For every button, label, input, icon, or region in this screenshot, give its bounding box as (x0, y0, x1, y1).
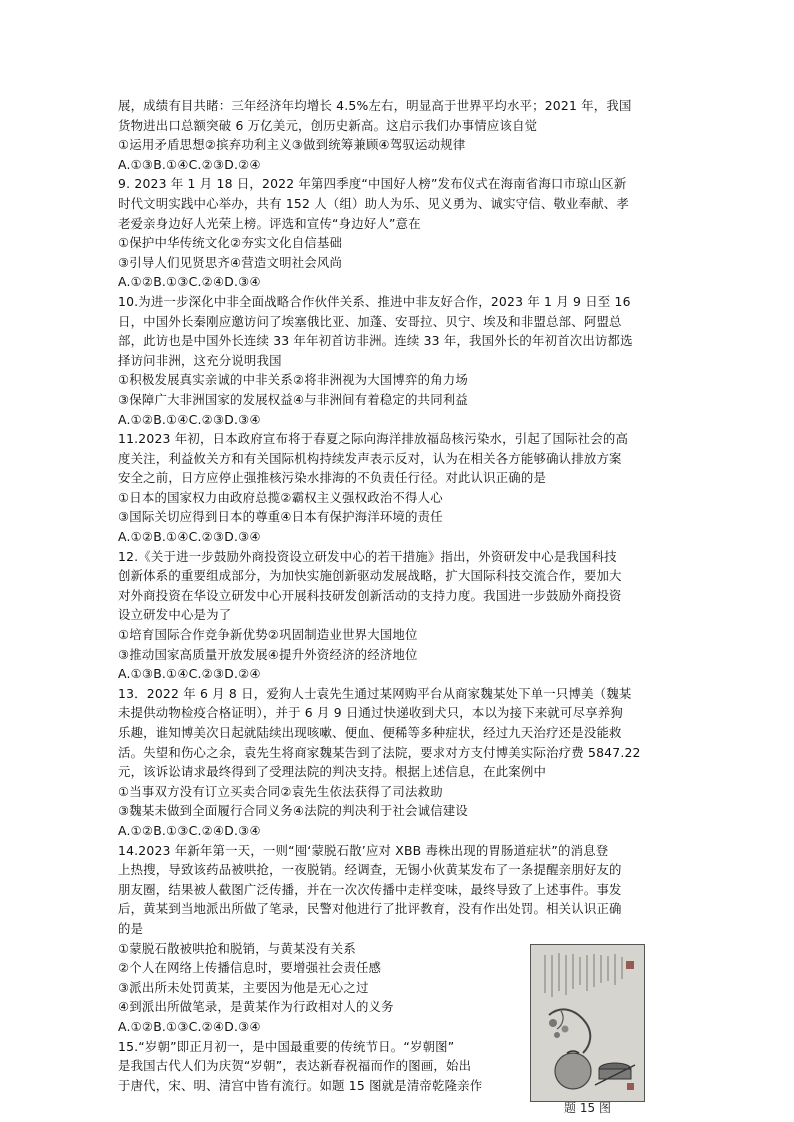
text-line: ①运用矛盾思想②摈弃功利主义③做到统筹兼顾④驾驭运动规律 (118, 137, 466, 153)
text-line: ①蒙脱石散被哄抢和脱销，与黄某没有关系 (118, 940, 356, 956)
text-line: A.①②B.①③C.②④D.③④ (118, 822, 261, 838)
text-line: 部，此访也是中国外长连续 33 年年初首访非洲。连续 33 年，我国外长的年初首次出访都选 (118, 333, 633, 349)
text-line: 创新体系的重要组成部分，为加快实施创新驱动发展战略，扩大国际科技交流合作，要加大 (118, 568, 622, 584)
text-line: 度关注，利益攸关方和有关国际机构持续发声表示反对，认为在相关各方能够确认排放方案 (118, 450, 622, 466)
text-line: 元，该诉讼请求最终得到了受理法院的判决支持。根据上述信息，在此案例中 (118, 764, 547, 780)
text-line: ③国际关切应得到日本的尊重④日本有保护海洋环境的责任 (118, 509, 443, 525)
painting-image (530, 944, 645, 1102)
text-line: 后，黄某到当地派出所做了笔录，民警对他进行了批评教育，没有作出处罚。相关认识正确 (118, 901, 622, 917)
text-line: ①保护中华传统文化②夯实文化自信基础 (118, 235, 343, 251)
text-line: ③推动国家高质量开放发展④提升外资经济的经济地位 (118, 646, 418, 662)
text-line: 9. 2023 年 1 月 18 日，2022 年第四季度“中国好人榜”发布仪式在海南省海口市琼山区新 (118, 176, 627, 192)
figure-15 (530, 944, 645, 1114)
text-line: ③保障广大非洲国家的发展权益④与非洲间有着稳定的共同利益 (118, 391, 468, 407)
text-line: ①培育国际合作竞争新优势②巩固制造业世界大国地位 (118, 627, 418, 643)
text-line: 未提供动物检疫合格证明），并于 6 月 9 日通过快递收到犬只，本以为接下来就可尽享养狗 (118, 705, 623, 721)
text-line: 展，成绩有目共睹：三年经济年均增长 4.5%左右，明显高于世界平均水平；2021 年，我国 (118, 98, 632, 113)
text-line: 11.2023 年初，日本政府宣布将于春夏之际向海洋排放福岛核污染水，引起了国际社会的高 (118, 431, 629, 447)
text-line: ①日本的国家权力由政府总揽②霸权主义强权政治不得人心 (118, 489, 443, 505)
text-line: A.①③B.①④C.②③D.②④ (118, 666, 261, 682)
text-line: 乐趣，谁知博美次日起就陆续出现咳嗽、便血、便稀等多种症状，经过九天治疗还是没能救 (118, 725, 622, 740)
text-line: 设立研发中心是为了 (118, 607, 232, 623)
text-line: ③派出所未处罚黄某，主要因为他是无心之过 (118, 979, 369, 995)
text-line: 15.“岁朝”即正月初一，是中国最重要的传统节日。“岁朝图” (118, 1038, 455, 1054)
text-line: ③魏某未做到全面履行合同义务④法院的判决利于社会诚信建设 (118, 803, 468, 819)
text-line: 12.《关于进一步鼓励外商投资设立研发中心的若干措施》指出，外资研发中心是我国科技 (118, 548, 617, 564)
text-line: A.①②B.①③C.②④D.③④ (118, 1018, 261, 1034)
text-line: 日，中国外长秦刚应邀访问了埃塞俄比亚、加蓬、安哥拉、贝宁、埃及和非盟总部、阿盟总 (118, 313, 622, 329)
text-line: ②个人在网络上传播信息时，要增强社会责任感 (118, 960, 382, 976)
text-line: 上热搜，导致该药品被哄抢，一夜脱销。经调查，无锡小伙黄某发布了一条提醒亲朋好友的 (118, 862, 622, 878)
text-line: 货物进出口总额突破 6 万亿美元，创历史新高。这启示我们办事情应该自觉 (118, 117, 538, 133)
text-line: A.①②B.①③C.②④D.③④ (118, 274, 261, 290)
text-line: 择访问非洲，这充分说明我国 (118, 352, 282, 368)
painting-illustration (531, 945, 644, 1101)
text-line: 是我国古代人们为庆贺“岁朝”，表达新春祝福而作的图画，始出 (118, 1058, 472, 1074)
text-line: 10.为进一步深化中非全面战略合作伙伴关系、推进中非友好合作，2023 年 1 月 9 日至 16 (118, 293, 631, 309)
text-line: 对外商投资在华设立研发中心开展科技研发创新活动的支持力度。我国进一步鼓励外商投资 (118, 587, 622, 603)
text-line: ③引导人们见贤思齐④营造文明社会风尚 (118, 254, 343, 270)
text-line: ①当事双方没有订立买卖合同②袁先生依法获得了司法救助 (118, 783, 443, 799)
text-line: 14.2023 年新年第一天，一则“囤‘蒙脱石散’应对 XBB 毒株出现的胃肠道症状”的消息登 (118, 842, 609, 858)
text-line: 安全之前，日方应停止强推核污染水排海的不负责任行径。对此认识正确的是 (118, 470, 547, 486)
text-line: 于唐代，宋、明、清宫中皆有流行。如题 15 图就是清帝乾隆亲作 (118, 1077, 483, 1093)
text-line: A.①②B.①④C.②③D.③④ (118, 411, 261, 427)
text-line: 活。失望和伤心之余，袁先生将商家魏某告到了法院，要求对方支付博美实际治疗费 5847.22 (118, 744, 641, 760)
text-line: 老爱亲身边好人光荣上榜。评选和宣传“身边好人”意在 (118, 215, 421, 231)
text-line: ④到派出所做笔录，是黄某作为行政相对人的义务 (118, 999, 394, 1015)
text-line: ①积极发展真实亲诚的中非关系②将非洲视为大国博弈的角力场 (118, 372, 468, 388)
figure-caption: 题 15 图 (564, 1101, 611, 1115)
text-line: 时代文明实践中心举办，共有 152 人（组）助人为乐、见义勇为、诚实守信、敬业奉献、孝 (118, 195, 629, 211)
text-line: 朋友圈，结果被人截图广泛传播，并在一次次传播中走样变味，最终导致了上述事件。事发 (118, 881, 622, 897)
text-line: A.①②B.①④C.②③D.③④ (118, 529, 261, 545)
text-line: A.①③B.①④C.②③D.②④ (118, 156, 261, 172)
text-line: 的是 (118, 920, 144, 936)
text-line: 13．2022 年 6 月 8 日，爱狗人士袁先生通过某网购平台从商家魏某处下单一只博美（魏某 (118, 685, 632, 701)
